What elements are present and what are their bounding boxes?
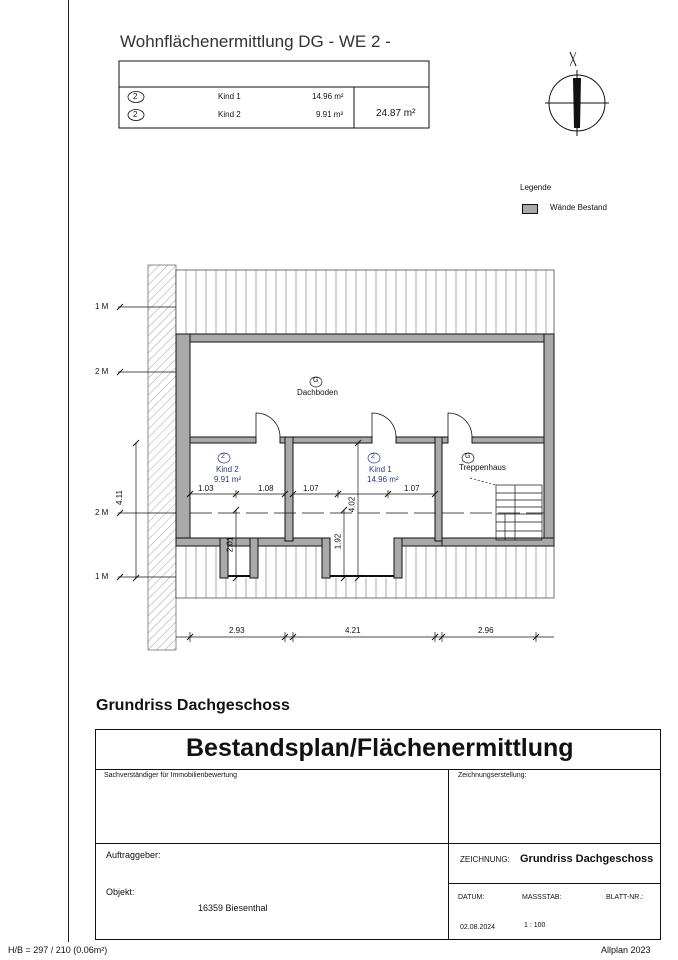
area-row-1-marker: 2 [133, 92, 138, 101]
area-row-1-area: 14.96 m² [312, 92, 344, 101]
room-kind2-name: Kind 2 [216, 465, 239, 474]
title-block-divider-1 [95, 769, 661, 770]
dim-kind1-window: 1.92 [333, 533, 343, 550]
room-kind1-marker: 2 [371, 453, 375, 460]
room-dachboden-marker: G [313, 377, 319, 384]
dim-kind1-depth: 4.02 [347, 496, 357, 513]
expert-label: Sachverständiger für Immobilienbewertung [104, 772, 238, 779]
plan-title: Grundriss Dachgeschoss [96, 697, 290, 714]
sheet-label: BLATT-NR.: [606, 894, 644, 901]
title-block-divider-2 [95, 843, 661, 844]
legend-item-label: Wände Bestand [550, 203, 607, 212]
title-block-vdivider [448, 769, 449, 940]
level-mark-1: 1 M [95, 302, 109, 311]
date-label: DATUM: [458, 894, 485, 901]
dim-kind2-left: 1.03 [198, 484, 214, 493]
footer-software: Allplan 2023 [601, 945, 651, 955]
dim-bottom-right: 2.96 [478, 626, 494, 635]
area-row-2-area: 9.91 m² [316, 110, 344, 119]
dim-kind2-right: 1.08 [258, 484, 274, 493]
object-label: Objekt: [106, 887, 135, 897]
drawing-creation-label: Zeichnungserstellung: [458, 772, 527, 779]
area-row-1-name: Kind 1 [218, 92, 241, 101]
level-mark-4: 1 M [95, 572, 109, 581]
dim-kind1-right: 1.07 [404, 484, 420, 493]
dim-kind2-window: 2.01 [225, 536, 235, 553]
level-mark-2: 2 M [95, 367, 109, 376]
legend-title: Legende [520, 183, 552, 192]
object-value: 16359 Biesenthal [198, 903, 268, 913]
level-mark-3: 2 M [95, 508, 109, 517]
date-value: 02.08.2024 [460, 924, 496, 931]
dim-bottom-left: 2.93 [229, 626, 245, 635]
dim-kind1-left: 1.07 [303, 484, 319, 493]
title-block-divider-3 [448, 883, 661, 884]
main-title: Bestandsplan/Flächenermittlung [186, 734, 574, 762]
sheet-title: Wohnflächenermittlung DG - WE 2 - [120, 32, 391, 51]
room-kind1-area: 14.96 m² [367, 475, 399, 484]
dim-bottom-mid: 4.21 [345, 626, 361, 635]
room-kind1-name: Kind 1 [369, 465, 392, 474]
drawing-value: Grundriss Dachgeschoss [520, 853, 654, 865]
area-row-2-marker: 2 [133, 110, 138, 119]
scale-value: 1 : 100 [524, 922, 546, 929]
drawing-label: ZEICHNUNG: [460, 855, 510, 864]
footer-format: H/B = 297 / 210 (0.06m²) [8, 945, 108, 955]
area-row-2-name: Kind 2 [218, 110, 241, 119]
room-treppenhaus-marker: G [465, 453, 471, 460]
room-dachboden-name: Dachboden [297, 388, 338, 397]
dim-vertical-total: 4.11 [114, 490, 124, 505]
area-total: 24.87 m² [376, 108, 416, 119]
room-kind2-marker: 2 [221, 453, 225, 460]
room-kind2-area: 9.91 m² [214, 475, 242, 484]
scale-label: MASSSTAB: [522, 894, 562, 901]
room-treppenhaus-name: Treppenhaus [459, 463, 506, 472]
client-label: Auftraggeber: [106, 850, 161, 860]
